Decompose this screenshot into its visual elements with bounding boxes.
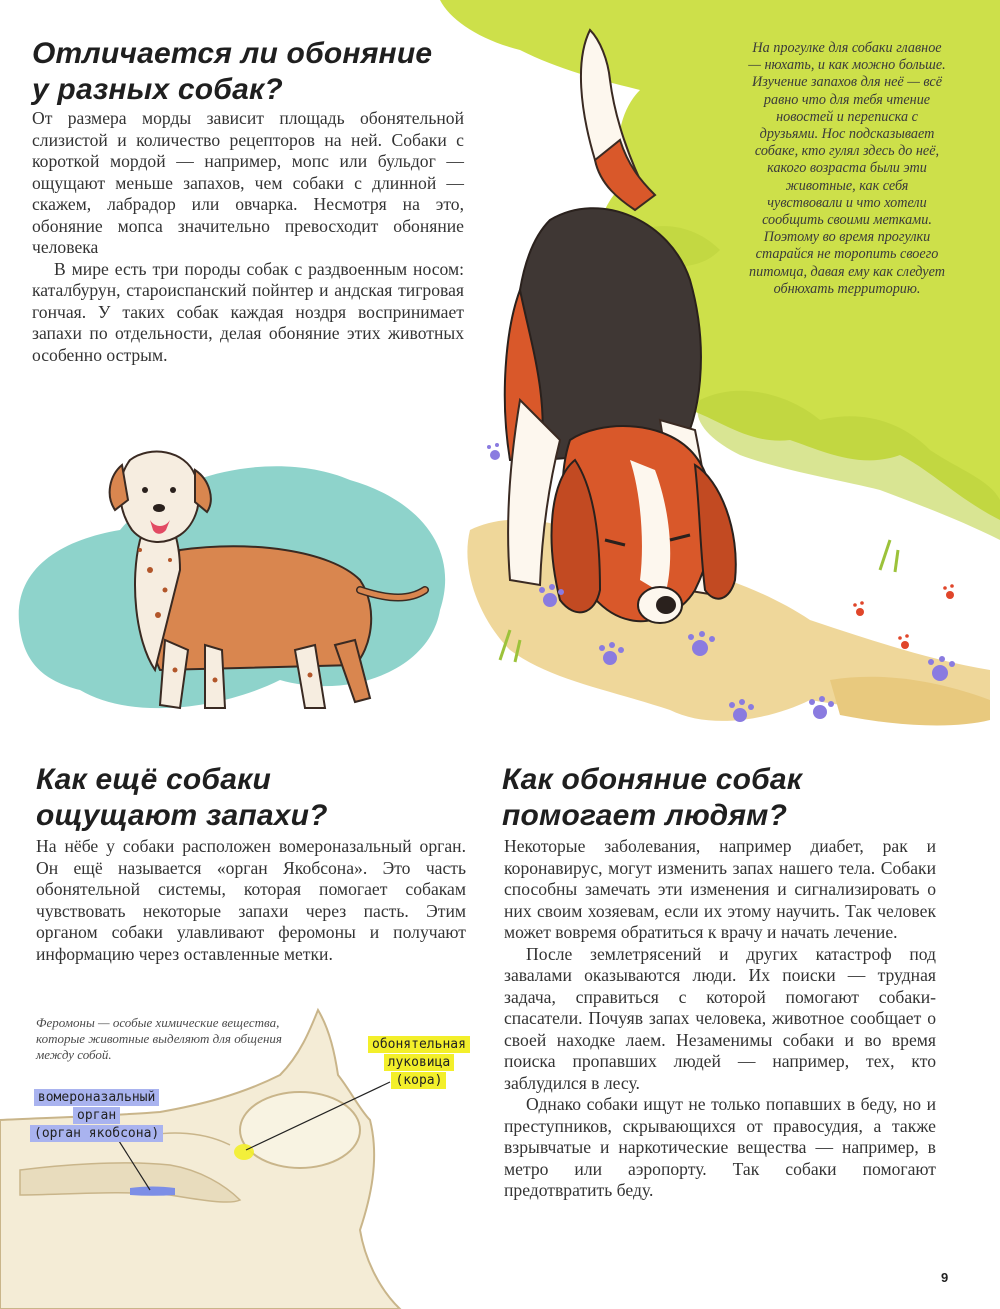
section1-body [32, 108, 464, 366]
label-olfactory-line1: обонятельная [368, 1036, 470, 1053]
section2-title-line2: ощущают запахи? [36, 799, 328, 832]
section2-title-line1: Как ещё собаки [36, 763, 272, 796]
label-vomero-line1: вомероназальный [34, 1089, 159, 1106]
section3-title-line1: Как обоняние собак [502, 763, 803, 796]
pheromone-note: Феромоны — особые химические вещества, которые животные выделяют для общения между собой. [36, 1015, 282, 1062]
section3-title [502, 762, 942, 834]
label-vomeronasal-organ [30, 1088, 163, 1142]
section1-title-line2: у разных собак? [32, 73, 283, 106]
section3-body [504, 836, 936, 1202]
section3-paragraph-2: После землетрясений и других катастроф под завалами оказываются люди. Их поиски — трудная задача, справиться с которой помогают собаки-спасатели. Почуяв запах человека, животное сообщает о своей находке лаем. Незаменимы собаки и во время поиска пропавших людей — например, тех, кто заблудился в лесу. [504, 943, 936, 1093]
label-olfactory-line3: (кора) [391, 1072, 446, 1089]
section3-title-line2: помогает людям? [502, 799, 788, 832]
section1-title-line1: Отличается ли обоняние [32, 37, 433, 70]
section2-paragraph: На нёбе у собаки расположен вомероназальный орган. Он ещё называется «орган Якобсона». Это часть обонятельной системы, которая помогает собакам чувствовать некоторые запахи через пасть. Этим органом собаки улавливают феромоны и получают информацию через оставленные метки. [36, 836, 466, 964]
label-vomero-line2: орган [73, 1107, 120, 1124]
label-olfactory-bulb [368, 1036, 470, 1089]
page-number: 9 [941, 1270, 949, 1285]
section1-paragraph-2: В мире есть три породы собак с раздвоенным носом: каталбурун, староиспанский пойнтер и андская тигровая гончая. У таких собак каждая ноздря воспринимает запахи по отдельности, делая обоняние этих животных особенно острым. [32, 258, 464, 365]
spotted-dog-illustration [70, 440, 430, 730]
section2-body [36, 836, 466, 965]
label-olfactory-line2: луковица [384, 1054, 455, 1071]
section3-paragraph-3: Однако собаки ищут не только попавших в беду, но и преступников, скрывающихся от правосудия, а также взрывчатые и наркотические вещества — например, в метро или аэропорту. Так собаки помогают предотвратить беду. [504, 1094, 936, 1200]
walk-note: На прогулке для собаки главное — нюхать, и как можно больше. Изучение запахов для неё — всё равно что для тебя чтение новостей и переписка с друзьями. Нос подсказывает собаке, кто гулял здесь до неё, какого возраста были эти животные, как себя чувствовали и что хотели сообщить своими метками. Поэтому во время прогулки старайся не торопить своего питомца, давая ему как следует обнюхать территорию. [748, 40, 946, 297]
paw-prints-decoration [440, 390, 1000, 760]
section1-paragraph-1: От размера морды зависит площадь обонятельной слизистой и количество рецепторов на ней. Собаки с короткой мордой — например, мопс или бульдог — ощущают меньше запахов, чем собаки с длинной — скажем, лабрадор или овчарка. Несмотря на это, обоняние мопса значительно превосходит обоняние человека [32, 108, 464, 257]
label-vomero-line3: (орган якобсона) [30, 1125, 163, 1142]
section2-title [36, 762, 456, 834]
section3-paragraph-1: Некоторые заболевания, например диабет, рак и коронавирус, могут изменить запах нашего тела. Собаки способны замечать эти изменения и сигнализировать о них своим хозяевам, если их этому научить. Так человек может вовремя обратиться к врачу и начать лечение. [504, 836, 936, 942]
section1-title [32, 36, 452, 108]
